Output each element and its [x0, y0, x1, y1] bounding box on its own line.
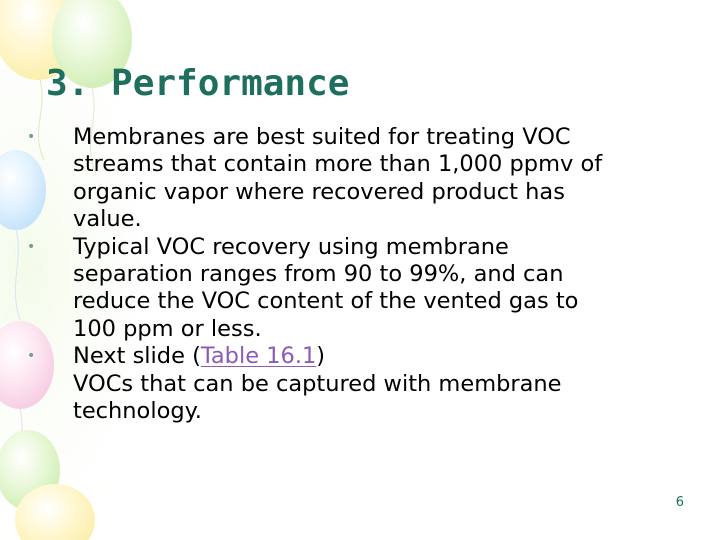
bullet-list [20, 124, 700, 425]
bullet-line: streams that contain more than 1,000 ppmv of [73, 151, 603, 178]
bullet-line: Typical VOC recovery using membrane [73, 233, 509, 260]
bullet-line: technology. [73, 398, 202, 425]
next-slide-suffix: ) [316, 343, 326, 370]
bullet-line: reduce the VOC content of the vented gas to [73, 288, 579, 315]
bullet-dot-icon: • [27, 348, 36, 365]
bullet-dot-icon: • [27, 238, 36, 255]
slide-title: 3. Performance [46, 63, 350, 104]
bullet-line: organic vapor where recovered product has [73, 178, 565, 205]
page-number: 6 [675, 495, 684, 510]
table-16-1-link[interactable]: Table 16.1 [200, 343, 317, 370]
bullet-line: Membranes are best suited for treating VOC [73, 124, 571, 150]
bullet-line: 100 ppm or less. [73, 315, 262, 342]
bullet-line: value. [73, 206, 142, 233]
next-slide-prefix: Next slide ( [73, 343, 201, 370]
bullet-line: VOCs that can be captured with membrane [73, 370, 562, 397]
bullet-item [20, 124, 700, 234]
bullet-item [20, 234, 700, 344]
bullet-item [20, 343, 700, 425]
bullet-line: separation ranges from 90 to 99%, and can [73, 261, 564, 288]
bullet-dot-icon: • [27, 129, 36, 145]
bullet-line-with-link [73, 343, 700, 370]
